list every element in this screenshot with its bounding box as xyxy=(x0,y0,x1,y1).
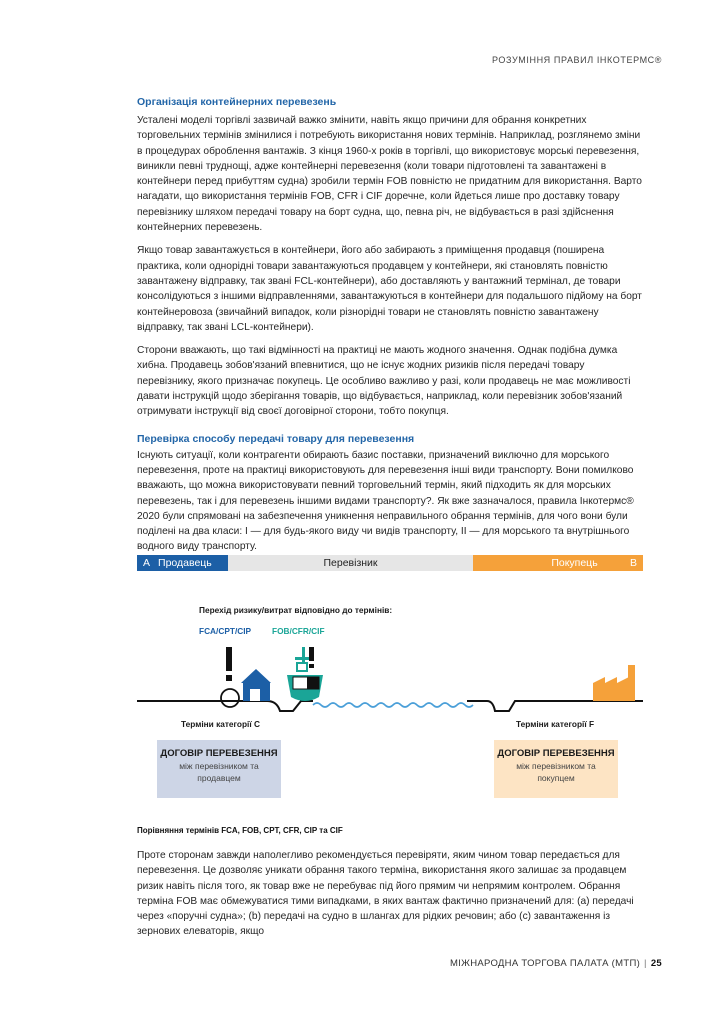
section-heading-container-transport: Організація контейнерних перевезень xyxy=(137,96,337,108)
category-f-label: Терміни категорії F xyxy=(516,719,595,729)
terms-fob-cfr-cif: FOB/CFR/CIF xyxy=(272,626,325,636)
paragraph: Сторони вважають, що такі відмінності на практиці не мають жодного значення. Однак подібна думка хибна. Продавець зобов'язаний впевнитися, що не існує жодних ризиків після передачі товару перевізнику, якого призначає покупець. Це особливо важливо у разі, коли продавець не має можливості давати інструкцій щодо зберігання товарів, що відбувається, наприклад, коли перевізник зобов'язаний отримувати інструкції від своєї договірної сторони, тобто покупця. xyxy=(137,345,631,418)
paragraph: Існують ситуації, коли контрагенти обирають базис поставки, призначений виключно для морського перевезення, проте на практиці використовують для перевезення інші види транспорту. Вони помилково вважають, що можна використовувати певний торговельний термін, який підходить як для морських перевезень, так і для перевезень іншими видами транспорту?. Як вже зазначалося, правила Інкотермс® 2020 були спрямовані на забезпечення уникнення неправильного обрання термінів, для чого вони були поділені на два класи: I — для будь-якого виду чи видів транспорту, II — для морського та внутрішнього водного виду транспорту. xyxy=(137,449,634,553)
carrier-label: Перевізник xyxy=(323,557,378,569)
buyer-letter: B xyxy=(629,557,637,569)
section-container-recommendation xyxy=(137,848,643,940)
exclamation-icon xyxy=(226,647,232,681)
contract-subtitle: між перевізником та xyxy=(516,761,596,771)
contract-subtitle: покупцем xyxy=(537,773,575,783)
paragraph: Якщо товар завантажується в контейнери, його або забирають з приміщення продавця (поширена практика, коли однорідні товари завантажуються продавцем у контейнери, які становлять повністю завантажену відправку, так звані FCL-контейнери), або доставляють у вантажний термінал, де товари консолідуються з іншими відправленнями, завантажуються в контейнери для подальшого підйому на борт контейнеровоза (звичайний випадок, коли різнорідні товари не становлять повністю завантажену відправку, так звані LCL-контейнери). xyxy=(137,245,642,333)
buyer-segment xyxy=(473,555,643,571)
parties-bar xyxy=(137,555,643,571)
seller-letter: A xyxy=(143,557,151,569)
incoterms-diagram xyxy=(137,555,643,810)
contract-buyer-box xyxy=(494,740,618,798)
page-footer: МІЖНАРОДНА ТОРГОВА ПАЛАТА (МТП) | 25 xyxy=(450,958,662,969)
footer-org: МІЖНАРОДНА ТОРГОВА ПАЛАТА (МТП) xyxy=(450,958,641,969)
seller-label: Продавець xyxy=(158,557,212,569)
section-heading-transfer-check: Перевірка способу передачі товару для перевезення xyxy=(137,432,415,445)
carrier-segment xyxy=(228,555,473,571)
warehouse-icon xyxy=(241,669,271,701)
risk-transfer-title: Перехід ризику/витрат відповідно до термінів: xyxy=(199,605,393,615)
seller-segment xyxy=(137,555,228,571)
figure-caption: Порівняння термінів FCA, FOB, CPT, CFR, CIP та CIF xyxy=(137,826,343,835)
risk-point-circle xyxy=(221,689,239,707)
page-number: 25 xyxy=(650,958,662,969)
paragraph: Проте сторонам завжди наполегливо рекомендується перевіряти, яким чином товар передається для перевезення. Це дозволяє уникати обрання такого терміна, використання якого залишає за продавцем ризик навіть після того, як товар вже не перебуває під його прямим чи непрямим контролем. Обрання терміна FOB має обмежуватися тими випадками, в яких вантаж фактично призначений для: (a) передачі через «поручні судна»; (b) передачі на судно в шлангах для рідких речовин; або (c) завантаження із зернових елеваторів, якщо xyxy=(137,850,634,938)
paragraph: Усталені моделі торгівлі зазвичай важко змінити, навіть якщо причини для обрання конкретних торговельних термінів змінилися і потребують використання нових термінів. Наприклад, розглянемо зміни в процедурах оброблення вантажів. З кінця 1960-х років в торгівлі, що використовує морські перевезення, виникли певні труднощі, адже контейнерні перевезення (коли товари підготовлені та завантажені в контейнери перед прибуттям судна) зробили термін FOB повністю не придатним для використання. Варто нагадати, що використання термінів FOB, CFR і CIF доречне, коли йдеться лише про доставку товару перевізнику шляхом передачі товару на борт судна, що, певна річ, не відбувається в разі здійснення контейнерних перевезень. xyxy=(137,115,642,234)
running-header: РОЗУМІННЯ ПРАВИЛ ІНКОТЕРМС® xyxy=(492,55,662,65)
ship-icon xyxy=(287,647,323,701)
contract-seller-box xyxy=(157,740,281,798)
contract-title: ДОГОВІР ПЕРЕВЕЗЕННЯ xyxy=(160,748,278,759)
contract-subtitle: продавцем xyxy=(197,773,241,783)
factory-icon xyxy=(593,665,635,701)
terms-fca-cpt-cip: FCA/CPT/CIP xyxy=(199,626,252,636)
contract-title: ДОГОВІР ПЕРЕВЕЗЕННЯ xyxy=(497,748,615,759)
contract-subtitle: між перевізником та xyxy=(179,761,259,771)
water-wave xyxy=(313,703,473,707)
quay-line-right xyxy=(467,701,643,711)
section-container-organization xyxy=(137,96,643,555)
buyer-label: Покупець xyxy=(551,557,598,569)
exclamation-icon xyxy=(309,647,314,668)
category-c-label: Терміни категорії C xyxy=(181,719,260,729)
